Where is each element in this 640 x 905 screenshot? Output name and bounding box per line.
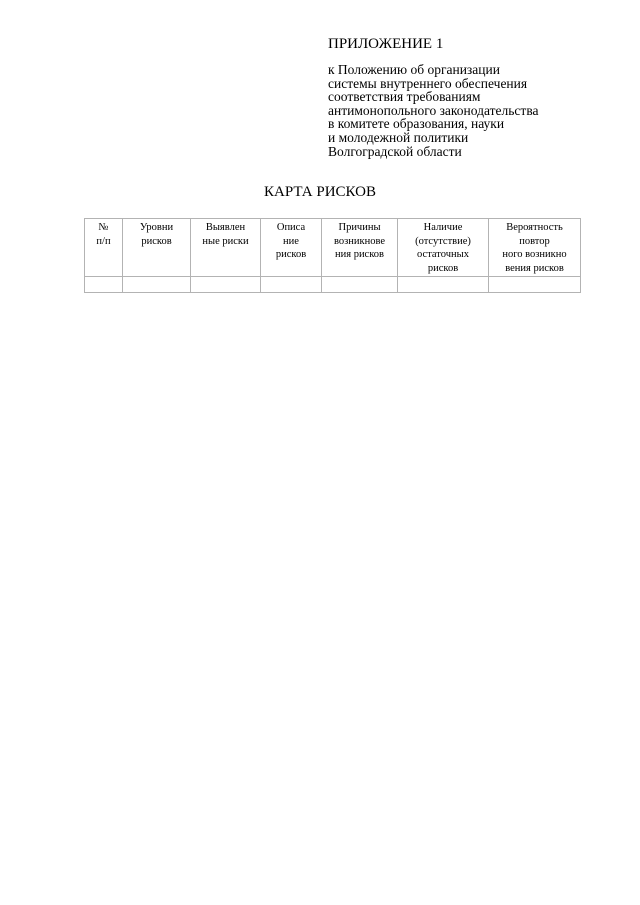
table-cell bbox=[123, 277, 191, 293]
header-text: п/п bbox=[96, 235, 111, 247]
header-text: рисков bbox=[275, 249, 307, 260]
header-text: возникнове bbox=[333, 235, 386, 247]
header-text: ния рисков bbox=[335, 249, 384, 260]
header-text: Наличие bbox=[423, 222, 463, 233]
header-cell-identified-risks bbox=[191, 219, 261, 277]
header-text: ные риски bbox=[202, 235, 249, 247]
header-text: Выявлен bbox=[205, 222, 246, 233]
header-text: № bbox=[98, 222, 109, 233]
header-text: Уровни bbox=[139, 222, 174, 233]
appendix-line: Волгоградской области bbox=[328, 143, 462, 159]
table-cell bbox=[398, 277, 489, 293]
table-cell bbox=[322, 277, 398, 293]
table-cell bbox=[489, 277, 581, 293]
appendix-title: ПРИЛОЖЕНИЕ 1 bbox=[328, 36, 444, 52]
risk-map-table bbox=[84, 218, 581, 293]
appendix-line: системы внутреннего обеспечения bbox=[328, 75, 528, 91]
table-row bbox=[85, 277, 581, 293]
header-cell-risk-description bbox=[261, 219, 322, 277]
header-cell-residual-risks bbox=[398, 219, 489, 277]
appendix-line: соответствия требованиям bbox=[328, 89, 481, 105]
appendix-line: к Положению об организации bbox=[328, 62, 500, 77]
header-cell-risk-causes bbox=[322, 219, 398, 277]
header-text: Причины bbox=[338, 222, 381, 233]
table-cell bbox=[191, 277, 261, 293]
header-cell-recurrence-probability bbox=[489, 219, 581, 277]
header-text: ного возникно bbox=[502, 249, 567, 260]
header-text: (отсутствие) bbox=[415, 235, 471, 247]
table-cell bbox=[261, 277, 322, 293]
table-cell bbox=[85, 277, 123, 293]
header-text: рисков bbox=[427, 262, 459, 274]
header-text: вения рисков bbox=[505, 262, 564, 274]
header-text: рисков bbox=[141, 235, 172, 247]
document-title: КАРТА РИСКОВ bbox=[263, 184, 376, 200]
appendix-text bbox=[328, 63, 618, 158]
appendix-line: и молодежной политики bbox=[328, 129, 469, 145]
appendix-line: антимонопольного законодательства bbox=[328, 102, 539, 118]
header-text: Описа bbox=[276, 222, 306, 233]
header-cell-number bbox=[85, 219, 123, 277]
appendix-line: в комитете образования, науки bbox=[328, 116, 505, 132]
header-cell-risk-levels bbox=[123, 219, 191, 277]
header-text: Вероятность bbox=[506, 222, 563, 233]
appendix-block bbox=[328, 36, 618, 158]
header-text: ние bbox=[283, 235, 299, 247]
header-text: повтор bbox=[519, 235, 550, 247]
table-header-row bbox=[85, 219, 581, 277]
header-text: остаточных bbox=[417, 249, 469, 260]
